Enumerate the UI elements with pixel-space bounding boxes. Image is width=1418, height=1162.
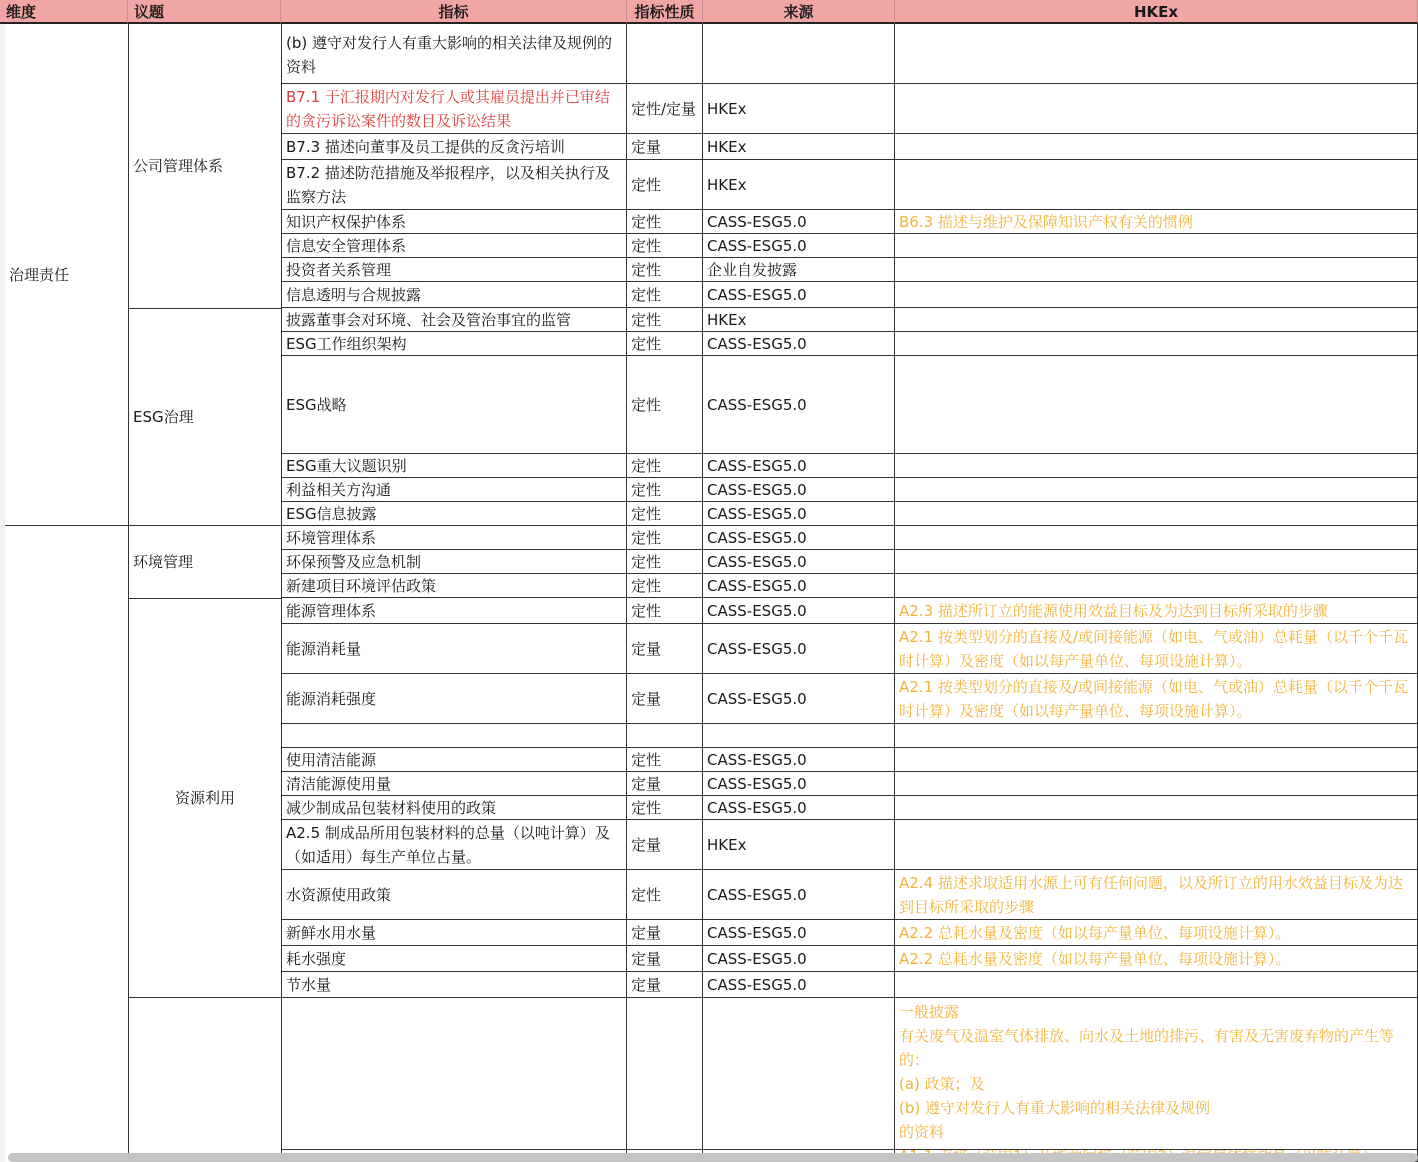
row-4-source-text: CASS-ESG5.0 [707,212,807,231]
row-7-nature[interactable] [627,282,703,308]
row-27-source[interactable] [703,946,895,972]
row-29-nature[interactable] [627,998,703,1150]
row-5-source-text: CASS-ESG5.0 [707,236,807,255]
row-19-nature-text: 定量 [631,689,662,708]
row-1-nature-text: 定性/定量 [631,99,697,118]
row-1-nature[interactable] [627,84,703,134]
row-28-nature[interactable] [627,972,703,998]
row-2-indicator-text: B7.3 描述向董事及员工提供的反贪污培训 [286,137,565,156]
row-2-hkex[interactable] [895,134,1418,160]
topic-esg-gov-label: ESG治理 [133,408,194,426]
row-23-nature[interactable] [627,796,703,820]
row-24-nature-text: 定量 [631,835,662,854]
row-29-indicator[interactable] [282,998,627,1150]
row-18-hkex[interactable] [895,624,1418,674]
topic-emissions[interactable] [129,998,282,1162]
row-16-source[interactable] [703,574,895,598]
row-25-hkex-text: A2.4 描述求取适用水源上可有任何问题，以及所订立的用水效益目标及为达到目标所采取的步骤 [899,873,1403,916]
row-1-source[interactable] [703,84,895,134]
row-26-nature-text: 定量 [631,923,662,942]
row-1-hkex[interactable] [895,84,1418,134]
row-24-hkex[interactable] [895,820,1418,870]
row-3-indicator[interactable] [282,160,627,210]
row-16-indicator[interactable] [282,574,627,598]
row-24-indicator-text: A2.5 制成品所用包装材料的总量（以吨计算）及（如适用）每生产单位占量。 [286,823,610,866]
row-21-nature[interactable] [627,748,703,772]
row-1-source-text: HKEx [707,99,747,118]
row-9-nature[interactable] [627,332,703,356]
row-19-indicator[interactable] [282,674,627,724]
row-4-nature[interactable] [627,210,703,234]
header-dimension[interactable]: 维度 [0,0,128,24]
row-23-hkex[interactable] [895,796,1418,820]
header-source[interactable]: 来源 [703,0,895,24]
row-19-source[interactable] [703,674,895,724]
row-21-indicator-text: 使用清洁能源 [286,750,377,769]
row-17-hkex[interactable] [895,598,1418,624]
row-18-hkex-text: A2.1 按类型划分的直接及/或间接能源（如电、气或油）总耗量（以千个千瓦时计算）及密度（如以每产量单位、每项设施计算）。 [899,627,1408,670]
row-22-nature[interactable] [627,772,703,796]
row-6-source-text: 企业自发披露 [707,260,798,279]
row-7-hkex[interactable] [895,282,1418,308]
row-6-hkex[interactable] [895,258,1418,282]
row-21-hkex[interactable] [895,748,1418,772]
row-11-source[interactable] [703,454,895,478]
row-9-indicator[interactable] [282,332,627,356]
row-10-nature[interactable] [627,356,703,454]
row-24-nature[interactable] [627,820,703,870]
row-17-nature-text: 定性 [631,601,662,620]
topic-env-mgmt[interactable] [129,526,282,599]
row-3-indicator-text: B7.2 描述防范措施及举报程序，以及相关执行及监察方法 [286,163,610,206]
row-13-hkex[interactable] [895,502,1418,526]
row-16-nature[interactable] [627,574,703,598]
header-indicator[interactable]: 指标 [281,0,627,24]
row-6-nature[interactable] [627,258,703,282]
row-12-source[interactable] [703,478,895,502]
row-16-source-text: CASS-ESG5.0 [707,576,807,595]
row-8-source[interactable] [703,308,895,332]
topic-resource-label: 资源利用 [174,789,235,807]
row-27-indicator[interactable] [282,946,627,972]
row-20-nature[interactable] [627,724,703,748]
row-15-hkex[interactable] [895,550,1418,574]
row-12-nature[interactable] [627,478,703,502]
row-16-nature-text: 定性 [631,576,662,595]
row-14-source-text: CASS-ESG5.0 [707,528,807,547]
row-7-indicator-text: 信息透明与合规披露 [286,285,422,304]
row-19-hkex-text: A2.1 按类型划分的直接及/或间接能源（如电、气或油）总耗量（以千个千瓦时计算）及密度（如以每产量单位、每项设施计算）。 [899,677,1408,720]
row-22-nature-text: 定量 [631,774,662,793]
row-24-source[interactable] [703,820,895,870]
row-15-source-text: CASS-ESG5.0 [707,552,807,571]
row-25-hkex[interactable] [895,870,1418,920]
row-11-nature[interactable] [627,454,703,478]
row-15-source[interactable] [703,550,895,574]
row-18-source-text: CASS-ESG5.0 [707,639,807,658]
row-21-source-text: CASS-ESG5.0 [707,750,807,769]
row-28-nature-text: 定量 [631,975,662,994]
row-11-indicator-text: ESG重大议题识别 [286,456,407,475]
row-26-hkex[interactable] [895,920,1418,946]
row-14-indicator[interactable] [282,526,627,550]
row-5-nature[interactable] [627,234,703,258]
row-23-indicator[interactable] [282,796,627,820]
dimension-environment[interactable] [5,526,129,1162]
row-20-indicator[interactable] [282,724,627,748]
row-24-indicator[interactable] [282,820,627,870]
row-14-indicator-text: 环境管理体系 [286,528,377,547]
row-26-source[interactable] [703,920,895,946]
dimension-governance-label: 治理责任 [9,265,70,284]
row-15-nature[interactable] [627,550,703,574]
row-5-hkex[interactable] [895,234,1418,258]
row-7-nature-text: 定性 [631,285,662,304]
row-22-hkex[interactable] [895,772,1418,796]
row-3-nature[interactable] [627,160,703,210]
row-9-nature-text: 定性 [631,334,662,353]
row-17-source-text: CASS-ESG5.0 [707,601,807,620]
row-21-nature-text: 定性 [631,750,662,769]
row-28-indicator-text: 节水量 [286,975,332,994]
row-29-source[interactable] [703,998,895,1150]
topic-corp-mgmt[interactable] [129,24,282,309]
row-19-nature[interactable] [627,674,703,724]
row-26-nature[interactable] [627,920,703,946]
row-6-indicator-text: 投资者关系管理 [286,260,392,279]
row-10-source[interactable] [703,356,895,454]
row-17-source[interactable] [703,598,895,624]
row-8-source-text: HKEx [707,310,747,329]
row-19-source-text: CASS-ESG5.0 [707,689,807,708]
row-10-indicator[interactable] [282,356,627,454]
row-8-hkex[interactable] [895,308,1418,332]
row-9-indicator-text: ESG工作组织架构 [286,334,407,353]
row-25-nature-text: 定性 [631,885,662,904]
row-27-hkex[interactable] [895,946,1418,972]
row-11-hkex[interactable] [895,454,1418,478]
row-6-source[interactable] [703,258,895,282]
row-14-source[interactable] [703,526,895,550]
row-10-nature-text: 定性 [631,395,662,414]
topic-corp-mgmt-label: 公司管理体系 [133,157,224,175]
header-topic[interactable]: 议题 [128,0,281,24]
row-3-nature-text: 定性 [631,175,662,194]
row-14-nature-text: 定性 [631,528,662,547]
row-4-indicator[interactable] [282,210,627,234]
row-15-indicator-text: 环保预警及应急机制 [286,552,422,571]
row-1-indicator[interactable] [282,84,627,134]
row-23-indicator-text: 减少制成品包装材料使用的政策 [286,798,497,817]
row-0-source[interactable] [703,24,895,84]
dimension-governance[interactable] [5,24,129,526]
row-16-indicator-text: 新建项目环境评估政策 [286,576,437,595]
row-19-hkex[interactable] [895,674,1418,724]
row-17-indicator-text: 能源管理体系 [286,601,377,620]
row-22-indicator-text: 清洁能源使用量 [286,774,392,793]
row-29-hkex-text: 一般披露 有关废气及温室气体排放、向水及土地的排污、有害及无害废弃物的产生等的： (a) 政策；及 (b) 遵守对发行人有重大影响的相关法律及规例 的资料 [899,1003,1395,1141]
row-10-indicator-text: ESG战略 [286,395,347,414]
row-17-hkex-text: A2.3 描述所订立的能源使用效益目标及为达到目标所采取的步骤 [899,601,1328,620]
row-10-hkex[interactable] [895,356,1418,454]
row-26-hkex-text: A2.2 总耗水量及密度（如以每产量单位、每项设施计算）。 [899,923,1291,942]
row-4-hkex-text: B6.3 描述与维护及保障知识产权有关的惯例 [899,212,1193,231]
row-29-hkex[interactable] [895,998,1418,1150]
header-hkex[interactable]: HKEx [895,0,1418,24]
row-25-source-text: CASS-ESG5.0 [707,885,807,904]
horizontal-scrollbar[interactable] [8,1153,1418,1162]
row-14-nature[interactable] [627,526,703,550]
row-2-source-text: HKEx [707,137,747,156]
row-20-source[interactable] [703,724,895,748]
row-13-indicator[interactable] [282,502,627,526]
row-24-source-text: HKEx [707,835,747,854]
row-4-nature-text: 定性 [631,212,662,231]
row-0-hkex[interactable] [895,24,1418,84]
topic-esg-gov[interactable] [129,309,282,526]
row-8-indicator[interactable] [282,308,627,332]
row-27-source-text: CASS-ESG5.0 [707,949,807,968]
row-9-hkex[interactable] [895,332,1418,356]
row-0-indicator[interactable] [282,24,627,84]
row-28-hkex[interactable] [895,972,1418,998]
row-2-nature[interactable] [627,134,703,160]
row-23-nature-text: 定性 [631,798,662,817]
row-20-hkex[interactable] [895,724,1418,748]
row-21-source[interactable] [703,748,895,772]
row-28-indicator[interactable] [282,972,627,998]
row-2-source[interactable] [703,134,895,160]
row-23-source[interactable] [703,796,895,820]
row-22-indicator[interactable] [282,772,627,796]
row-11-indicator[interactable] [282,454,627,478]
row-15-indicator[interactable] [282,550,627,574]
row-18-indicator[interactable] [282,624,627,674]
row-27-indicator-text: 耗水强度 [286,949,347,968]
row-7-source[interactable] [703,282,895,308]
row-16-hkex[interactable] [895,574,1418,598]
row-28-source[interactable] [703,972,895,998]
row-18-nature-text: 定量 [631,639,662,658]
row-9-source[interactable] [703,332,895,356]
header-nature[interactable]: 指标性质 [627,0,703,24]
row-21-indicator[interactable] [282,748,627,772]
row-2-indicator[interactable] [282,134,627,160]
topic-resource[interactable] [129,599,282,998]
row-27-hkex-text: A2.2 总耗水量及密度（如以每产量单位、每项设施计算）。 [899,949,1291,968]
row-28-source-text: CASS-ESG5.0 [707,975,807,994]
row-18-indicator-text: 能源消耗量 [286,639,362,658]
row-13-source[interactable] [703,502,895,526]
row-18-nature[interactable] [627,624,703,674]
row-8-nature-text: 定性 [631,310,662,329]
row-22-source-text: CASS-ESG5.0 [707,774,807,793]
row-25-indicator-text: 水资源使用政策 [286,885,392,904]
row-4-indicator-text: 知识产权保护体系 [286,212,407,231]
row-7-indicator[interactable] [282,282,627,308]
row-6-nature-text: 定性 [631,260,662,279]
row-13-indicator-text: ESG信息披露 [286,504,377,523]
row-0-nature[interactable] [627,24,703,84]
row-6-indicator[interactable] [282,258,627,282]
row-17-indicator[interactable] [282,598,627,624]
row-12-indicator-text: 利益相关方沟通 [286,480,392,499]
row-3-source-text: HKEx [707,175,747,194]
row-25-indicator[interactable] [282,870,627,920]
row-12-indicator[interactable] [282,478,627,502]
row-3-hkex[interactable] [895,160,1418,210]
row-3-source[interactable] [703,160,895,210]
row-11-nature-text: 定性 [631,456,662,475]
topic-env-mgmt-label: 环境管理 [133,553,194,571]
row-14-hkex[interactable] [895,526,1418,550]
row-2-nature-text: 定量 [631,137,662,156]
row-19-indicator-text: 能源消耗强度 [286,689,377,708]
row-8-nature[interactable] [627,308,703,332]
row-9-source-text: CASS-ESG5.0 [707,334,807,353]
row-10-source-text: CASS-ESG5.0 [707,395,807,414]
row-27-nature[interactable] [627,946,703,972]
row-11-source-text: CASS-ESG5.0 [707,456,807,475]
row-5-nature-text: 定性 [631,236,662,255]
row-23-source-text: CASS-ESG5.0 [707,798,807,817]
row-5-indicator[interactable] [282,234,627,258]
row-26-indicator-text: 新鲜水用水量 [286,923,377,942]
row-26-indicator[interactable] [282,920,627,946]
row-5-indicator-text: 信息安全管理体系 [286,236,407,255]
row-13-nature[interactable] [627,502,703,526]
row-27-nature-text: 定量 [631,949,662,968]
row-12-hkex[interactable] [895,478,1418,502]
row-18-source[interactable] [703,624,895,674]
row-13-nature-text: 定性 [631,504,662,523]
row-13-source-text: CASS-ESG5.0 [707,504,807,523]
row-1-indicator-text: B7.1 于汇报期内对发行人或其雇员提出并已审结的贪污诉讼案件的数目及诉讼结果 [286,87,610,130]
row-8-indicator-text: 披露董事会对环境、社会及管治事宜的监管 [286,310,572,329]
row-25-source[interactable] [703,870,895,920]
row-12-source-text: CASS-ESG5.0 [707,480,807,499]
row-15-nature-text: 定性 [631,552,662,571]
row-4-source[interactable] [703,210,895,234]
row-25-nature[interactable] [627,870,703,920]
row-4-hkex[interactable] [895,210,1418,234]
row-26-source-text: CASS-ESG5.0 [707,923,807,942]
row-22-source[interactable] [703,772,895,796]
row-7-source-text: CASS-ESG5.0 [707,285,807,304]
row-5-source[interactable] [703,234,895,258]
row-12-nature-text: 定性 [631,480,662,499]
row-17-nature[interactable] [627,598,703,624]
row-0-indicator-text: (b) 遵守对发行人有重大影响的相关法律及规例的资料 [286,34,612,76]
